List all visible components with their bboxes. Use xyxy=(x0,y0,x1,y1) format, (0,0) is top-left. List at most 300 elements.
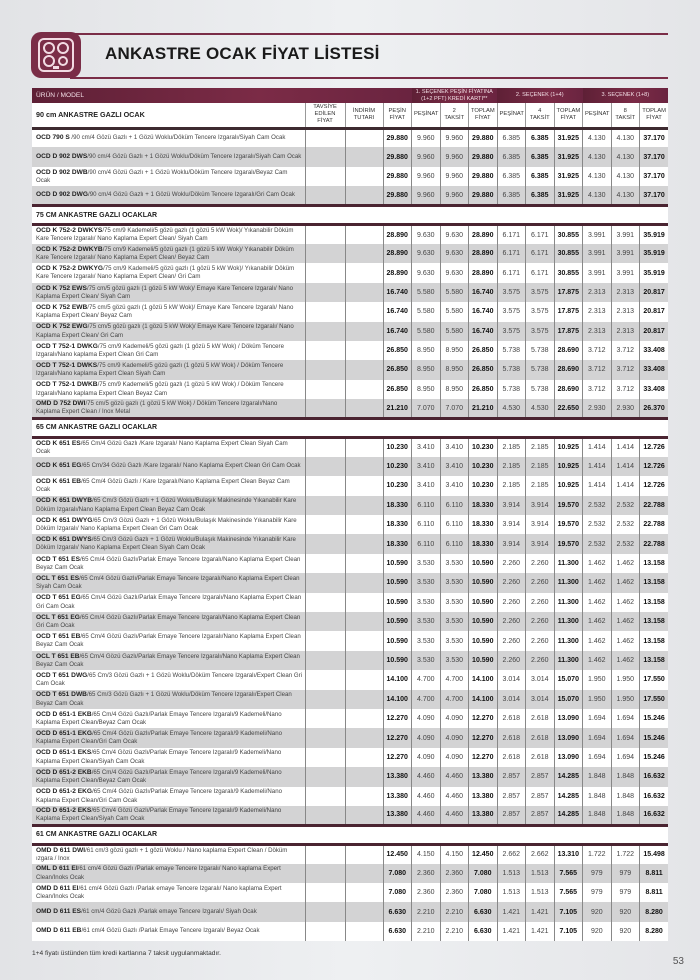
description-text: /65 Cm/4 Gözü Gazlı / Kare Izgaralı/Nano Kaplama Expert Clean Beyaz Cam Ocak xyxy=(36,478,290,494)
price-cell: 1.462 xyxy=(583,651,612,670)
price-cell: 17.875 xyxy=(554,322,583,341)
price-cell: 12.726 xyxy=(640,476,669,495)
price-table xyxy=(32,88,668,941)
indirim-cell xyxy=(345,883,383,902)
model-code: OCD T 752-1 DWKB xyxy=(36,381,98,389)
tavsiye-cell xyxy=(305,844,345,863)
price-cell: 14.100 xyxy=(469,690,498,709)
header-rule-bottom xyxy=(70,77,668,79)
price-cell: 28.890 xyxy=(469,244,498,263)
price-cell: 10.590 xyxy=(383,593,412,612)
price-cell: 13.158 xyxy=(640,573,669,592)
price-cell: 10.230 xyxy=(469,457,498,476)
price-cell: 6.385 xyxy=(497,128,526,147)
price-cell: 3.014 xyxy=(526,670,555,689)
indirim-cell xyxy=(345,554,383,573)
model-code: OCD 790 S xyxy=(36,134,70,142)
description-text: /65 Cm/4 Gözü Gazlı/Parlak Emaye Tencere Izgaralı/Nano Kaplama Expert Clean Beyaz Cam Ocak xyxy=(36,555,301,571)
price-cell: 2.618 xyxy=(526,728,555,747)
price-cell: 2.260 xyxy=(526,651,555,670)
price-cell: 4.130 xyxy=(611,147,640,166)
price-cell: 14.285 xyxy=(554,767,583,786)
price-cell: 14.100 xyxy=(383,670,412,689)
price-cell: 4.150 xyxy=(440,844,469,863)
model-code: OCD K 651 DWYB xyxy=(36,497,93,505)
price-cell: 28.890 xyxy=(469,263,498,282)
price-cell: 7.080 xyxy=(383,883,412,902)
price-cell: 3.014 xyxy=(497,690,526,709)
table-row xyxy=(32,612,668,631)
tavsiye-cell xyxy=(305,748,345,767)
price-cell: 12.270 xyxy=(383,748,412,767)
price-cell: 2.857 xyxy=(526,806,555,825)
section-header-row xyxy=(32,206,668,225)
model-code: OML D 611 EI xyxy=(36,865,78,873)
price-cell: 15.246 xyxy=(640,728,669,747)
price-cell: 29.880 xyxy=(383,147,412,166)
price-cell: 13.380 xyxy=(383,787,412,806)
price-cell: 1.950 xyxy=(611,670,640,689)
price-cell: 2.360 xyxy=(440,864,469,883)
product-description xyxy=(32,263,305,282)
product-description xyxy=(32,147,305,166)
price-cell: 6.385 xyxy=(526,147,555,166)
price-cell: 10.590 xyxy=(469,612,498,631)
table-row xyxy=(32,167,668,186)
product-description xyxy=(32,728,305,747)
indirim-cell xyxy=(345,534,383,553)
price-cell: 8.950 xyxy=(440,360,469,379)
price-cell: 4.130 xyxy=(583,167,612,186)
product-description xyxy=(32,709,305,728)
price-cell: 3.410 xyxy=(412,476,441,495)
tavsiye-cell xyxy=(305,787,345,806)
model-code: OCD K 651 ES xyxy=(36,439,81,447)
tavsiye-cell xyxy=(305,457,345,476)
model-code: OCL T 651 EB xyxy=(36,652,80,660)
tavsiye-cell xyxy=(305,573,345,592)
indirim-cell xyxy=(345,225,383,244)
price-cell: 10.925 xyxy=(554,457,583,476)
price-cell: 4.130 xyxy=(611,167,640,186)
col-toplam-1: TOPLAM FİYAT xyxy=(469,103,498,128)
product-description xyxy=(32,767,305,786)
price-cell: 37.170 xyxy=(640,128,669,147)
product-description xyxy=(32,360,305,379)
price-cell: 10.230 xyxy=(469,437,498,456)
table-header-groups xyxy=(32,88,668,103)
price-cell: 1.462 xyxy=(583,554,612,573)
description-text: /65 Cm/3 Gözü Gazlı + 1 Gözü Woklu/Döküm Tencere Izgaralı/Expert Clean Beyaz Cam Ocak xyxy=(36,691,292,707)
product-description xyxy=(32,670,305,689)
indirim-cell xyxy=(345,922,383,941)
product-description xyxy=(32,612,305,631)
description-text: /65 Cm/4 Gözü Gazlı/Parlak Emaye Tencere Izgaralı/9 Kademeli/Nano Kaplama Expert Clean/Gri Cam Ocak xyxy=(36,730,282,746)
table-row xyxy=(32,902,668,921)
price-cell: 5.580 xyxy=(440,302,469,321)
price-cell: 5.580 xyxy=(412,302,441,321)
price-cell: 979 xyxy=(583,883,612,902)
table-row xyxy=(32,322,668,341)
price-cell: 2.210 xyxy=(412,922,441,941)
price-cell: 7.070 xyxy=(440,399,469,418)
price-cell: 2.313 xyxy=(583,302,612,321)
product-description xyxy=(32,283,305,302)
price-cell: 1.414 xyxy=(583,437,612,456)
price-cell: 14.100 xyxy=(383,690,412,709)
price-cell: 1.950 xyxy=(583,670,612,689)
price-cell: 10.230 xyxy=(383,457,412,476)
description-text: /65 Cm/4 Gözü Gazlı/Parlak Emaye Tencere Izgaralı/9 Kademeli/Nano Kaplama Expert Clean/Siyah Cam Ocak xyxy=(36,749,282,765)
price-cell: 31.925 xyxy=(554,186,583,205)
tavsiye-cell xyxy=(305,709,345,728)
price-cell: 10.230 xyxy=(469,476,498,495)
price-cell: 1.421 xyxy=(497,922,526,941)
price-cell: 920 xyxy=(583,902,612,921)
model-code: OCD D 651-2 EKB xyxy=(36,768,92,776)
price-cell: 28.890 xyxy=(469,225,498,244)
price-cell: 3.914 xyxy=(526,534,555,553)
price-cell: 5.738 xyxy=(497,341,526,360)
price-cell: 28.890 xyxy=(383,263,412,282)
indirim-cell xyxy=(345,651,383,670)
price-cell: 9.630 xyxy=(440,225,469,244)
price-cell: 2.618 xyxy=(497,748,526,767)
price-cell: 15.246 xyxy=(640,709,669,728)
price-cell: 3.410 xyxy=(412,457,441,476)
price-cell: 920 xyxy=(611,922,640,941)
price-cell: 10.590 xyxy=(383,573,412,592)
product-description xyxy=(32,322,305,341)
price-cell: 2.532 xyxy=(583,534,612,553)
price-cell: 3.712 xyxy=(583,380,612,399)
price-cell: 17.550 xyxy=(640,670,669,689)
page-title: ANKASTRE OCAK FİYAT LİSTESİ xyxy=(105,44,380,63)
model-code: OCD T 651 EG xyxy=(36,594,81,602)
model-code: OCD D 902 DWG xyxy=(36,191,89,198)
tavsiye-cell xyxy=(305,341,345,360)
price-cell: 12.270 xyxy=(469,709,498,728)
price-cell: 29.880 xyxy=(383,186,412,205)
product-description xyxy=(32,922,305,941)
description-text: /65 Cm/4 Gözü Gazlı/Parlak Emaye Tencere Izgaralı/9 Kademeli/Nano Kaplama Expert Clean/Beyaz Cam Ocak xyxy=(36,710,282,726)
price-cell: 13.158 xyxy=(640,593,669,612)
product-description xyxy=(32,341,305,360)
indirim-cell xyxy=(345,631,383,650)
product-description xyxy=(32,515,305,534)
price-cell: 4.130 xyxy=(611,128,640,147)
price-cell: 3.530 xyxy=(440,631,469,650)
price-cell: 4.460 xyxy=(412,767,441,786)
tavsiye-cell xyxy=(305,593,345,612)
price-cell: 12.270 xyxy=(469,728,498,747)
price-cell: 11.300 xyxy=(554,554,583,573)
price-cell: 20.817 xyxy=(640,283,669,302)
price-cell: 4.530 xyxy=(526,399,555,418)
price-cell: 2.662 xyxy=(497,844,526,863)
table-row xyxy=(32,690,668,709)
price-cell: 2.313 xyxy=(611,283,640,302)
model-code: OCD D 651-2 EKG xyxy=(36,788,93,796)
table-row xyxy=(32,128,668,147)
table-row xyxy=(32,476,668,495)
price-cell: 2.185 xyxy=(526,457,555,476)
tavsiye-cell xyxy=(305,806,345,825)
model-code: OCD K 752-2 DWKYG xyxy=(36,265,104,273)
price-cell: 1.950 xyxy=(611,690,640,709)
header-rule-top xyxy=(70,33,668,35)
model-code: OCD K 651 DWYS xyxy=(36,536,92,544)
section-title: 90 cm ANKASTRE GAZLI OCAK xyxy=(32,103,305,128)
table-row xyxy=(32,670,668,689)
price-cell: 2.260 xyxy=(497,573,526,592)
price-cell: 6.385 xyxy=(497,186,526,205)
price-cell: 33.408 xyxy=(640,360,669,379)
price-cell: 16.740 xyxy=(383,302,412,321)
price-cell: 1.848 xyxy=(611,767,640,786)
price-cell: 26.850 xyxy=(469,341,498,360)
model-code: OCD D 651-1 EKB xyxy=(36,710,92,718)
price-cell: 1.462 xyxy=(583,593,612,612)
price-cell: 14.285 xyxy=(554,806,583,825)
model-code: OMD D 611 ES xyxy=(36,908,82,916)
price-cell: 11.300 xyxy=(554,651,583,670)
model-code: OCD K 752-2 DWKYB xyxy=(36,245,103,253)
price-cell: 37.170 xyxy=(640,147,669,166)
indirim-cell xyxy=(345,263,383,282)
price-cell: 4.530 xyxy=(497,399,526,418)
description-text: /75 cm/9 Kademeli/5 gözü gazlı (1 gözü 5 kW Wok)/ Yıkanabilir Döküm Kare Tencere Izgaralı/ Nano Kaplama Expert Clean/ Gri Cam xyxy=(36,265,295,281)
table-row xyxy=(32,864,668,883)
description-text: /75 cm/5 gözü gazlı (1 gözü 5 kW Wok)/ Emaye Kare Tencere Izgaralı/ Nano Kaplama Expert Clean/ Siyah Cam xyxy=(36,284,293,300)
description-text: /75 cm/9 Kademeli/5 gözü gazlı (1 gözü 5 kW Wok) / Döküm Tencere Izgaralı/Nano kaplama Expert Clean Siyah Cam xyxy=(36,362,284,378)
price-cell: 2.313 xyxy=(583,283,612,302)
price-cell: 18.330 xyxy=(469,515,498,534)
price-cell: 29.880 xyxy=(469,128,498,147)
price-cell: 3.914 xyxy=(497,534,526,553)
price-cell: 13.090 xyxy=(554,709,583,728)
product-description xyxy=(32,844,305,863)
price-cell: 9.960 xyxy=(440,128,469,147)
tavsiye-cell xyxy=(305,263,345,282)
col-pesinat-3: PEŞİNAT xyxy=(583,103,612,128)
indirim-cell xyxy=(345,573,383,592)
tavsiye-cell xyxy=(305,360,345,379)
description-text: /65 Cm/34 Gözü Gazlı /Kare Izgaralı/ Nano Kaplama Expert Clean Gri Cam Ocak xyxy=(81,462,301,470)
price-cell: 1.848 xyxy=(583,767,612,786)
table-body xyxy=(32,128,668,941)
price-cell: 9.630 xyxy=(440,263,469,282)
table-row xyxy=(32,573,668,592)
price-cell: 3.530 xyxy=(412,573,441,592)
price-cell: 10.590 xyxy=(469,631,498,650)
price-cell: 920 xyxy=(583,922,612,941)
price-cell: 1.848 xyxy=(611,787,640,806)
price-cell: 1.462 xyxy=(611,573,640,592)
price-cell: 4.150 xyxy=(412,844,441,863)
price-cell: 30.855 xyxy=(554,263,583,282)
price-cell: 1.421 xyxy=(497,902,526,921)
price-cell: 3.575 xyxy=(526,322,555,341)
price-cell: 4.700 xyxy=(412,670,441,689)
product-description xyxy=(32,167,305,186)
price-cell: 21.210 xyxy=(383,399,412,418)
price-cell: 6.110 xyxy=(412,515,441,534)
table-row xyxy=(32,593,668,612)
price-cell: 13.380 xyxy=(469,787,498,806)
price-cell: 3.530 xyxy=(412,631,441,650)
price-cell: 13.090 xyxy=(554,748,583,767)
price-cell: 15.246 xyxy=(640,748,669,767)
tavsiye-cell xyxy=(305,728,345,747)
table-row xyxy=(32,457,668,476)
price-cell: 1.421 xyxy=(526,922,555,941)
model-code: OCD D 651-1 EKG xyxy=(36,730,93,738)
price-cell: 4.460 xyxy=(440,806,469,825)
product-description xyxy=(32,128,305,147)
price-cell: 28.690 xyxy=(554,341,583,360)
price-cell: 26.850 xyxy=(383,341,412,360)
product-description xyxy=(32,437,305,456)
description-text: /61 cm/4 Gözü Gazlı /Parlak emaye Tencere Izgaralı/ Nano kaplama Expert Clean/Inoks Ocak xyxy=(36,865,281,881)
description-text: /75 cm/5 gözü gazlı (1 gözü 5 kW Wok) / Döküm Tencere Izgaralı/Nano Kaplama Expert Clean / Inox Metal xyxy=(36,400,278,416)
price-cell: 12.270 xyxy=(383,728,412,747)
col-pesin: PEŞİN FİYAT xyxy=(383,103,412,128)
tavsiye-cell xyxy=(305,922,345,941)
price-cell: 3.991 xyxy=(611,225,640,244)
price-cell: 6.110 xyxy=(440,496,469,515)
price-cell: 10.230 xyxy=(383,437,412,456)
price-cell: 10.925 xyxy=(554,476,583,495)
tavsiye-cell xyxy=(305,322,345,341)
table-row xyxy=(32,748,668,767)
table-row xyxy=(32,283,668,302)
tavsiye-cell xyxy=(305,554,345,573)
model-code: OMD D 611 DWI xyxy=(36,846,86,854)
model-code: OCD D 651-2 EKS xyxy=(36,806,92,814)
indirim-cell xyxy=(345,399,383,418)
price-cell: 35.919 xyxy=(640,263,669,282)
description-text: /75 cm/5 gözü gazlı (1 gözü 5 kW Wok)/ Emaye Kare Tencere Izgaralı/ Nano Kaplama Expert Clean/ Gri Cam xyxy=(36,323,294,339)
section-title: 61 CM ANKASTRE GAZLI OCAKLAR xyxy=(32,825,668,844)
description-text: /65 Cm/4 Gözü Gazlı/Parlak Emaye Tencere Izgaralı/Nano Kaplama Expert Clean Beyaz Cam Ocak xyxy=(36,652,300,668)
indirim-cell xyxy=(345,457,383,476)
price-cell: 2.313 xyxy=(611,302,640,321)
model-code: OCL T 651 ES xyxy=(36,574,80,582)
tavsiye-cell xyxy=(305,380,345,399)
tavsiye-cell xyxy=(305,534,345,553)
price-cell: 9.960 xyxy=(412,186,441,205)
product-description xyxy=(32,457,305,476)
price-cell: 4.130 xyxy=(611,186,640,205)
price-cell: 16.740 xyxy=(383,322,412,341)
table-row xyxy=(32,399,668,418)
indirim-cell xyxy=(345,709,383,728)
price-cell: 5.580 xyxy=(412,283,441,302)
price-cell: 3.530 xyxy=(412,593,441,612)
product-description xyxy=(32,573,305,592)
price-cell: 2.260 xyxy=(526,593,555,612)
price-cell: 16.632 xyxy=(640,787,669,806)
price-cell: 26.850 xyxy=(469,380,498,399)
price-cell: 4.090 xyxy=(412,728,441,747)
price-cell: 4.130 xyxy=(583,186,612,205)
price-cell: 8.950 xyxy=(412,360,441,379)
indirim-cell xyxy=(345,186,383,205)
model-code: OCD K 752-2 DWKYS xyxy=(36,227,103,235)
table-row xyxy=(32,341,668,360)
price-cell: 7.080 xyxy=(383,864,412,883)
price-cell: 11.300 xyxy=(554,573,583,592)
table-row xyxy=(32,302,668,321)
price-cell: 6.171 xyxy=(497,225,526,244)
price-cell: 13.158 xyxy=(640,651,669,670)
price-cell: 9.960 xyxy=(412,147,441,166)
price-cell: 20.817 xyxy=(640,302,669,321)
price-cell: 3.575 xyxy=(497,322,526,341)
price-cell: 15.498 xyxy=(640,844,669,863)
indirim-cell xyxy=(345,806,383,825)
price-cell: 2.185 xyxy=(497,457,526,476)
price-cell: 4.460 xyxy=(440,767,469,786)
tavsiye-cell xyxy=(305,147,345,166)
price-cell: 6.171 xyxy=(526,225,555,244)
option3-header: 3. SEÇENEK (1+8) xyxy=(583,88,669,103)
tavsiye-cell xyxy=(305,902,345,921)
price-cell: 1.414 xyxy=(583,457,612,476)
description-text: /61 cm/4 Gözü Gazlı /Parlak Emaye Tencere Izgaralı/ Beyaz Ocak xyxy=(81,927,260,935)
price-cell: 17.875 xyxy=(554,302,583,321)
price-cell: 37.170 xyxy=(640,186,669,205)
price-cell: 6.630 xyxy=(383,902,412,921)
tavsiye-cell xyxy=(305,883,345,902)
price-cell: 29.880 xyxy=(469,167,498,186)
price-cell: 22.788 xyxy=(640,515,669,534)
table-row xyxy=(32,380,668,399)
model-code: OCD D 902 DWB xyxy=(36,168,88,176)
price-cell: 1.414 xyxy=(583,476,612,495)
price-cell: 8.811 xyxy=(640,864,669,883)
price-cell: 2.930 xyxy=(583,399,612,418)
price-cell: 2.532 xyxy=(583,515,612,534)
price-cell: 979 xyxy=(583,864,612,883)
price-cell: 3.712 xyxy=(583,341,612,360)
price-cell: 4.700 xyxy=(412,690,441,709)
tavsiye-cell xyxy=(305,651,345,670)
price-cell: 12.270 xyxy=(383,709,412,728)
indirim-cell xyxy=(345,437,383,456)
description-text: /65 Cm/4 Gözü Gazlı/Parlak Emaye Tencere Izgaralı/9 Kademeli/Nano Kaplama Expert Clean/Beyaz Cam Ocak xyxy=(36,768,282,785)
price-cell: 1.848 xyxy=(583,806,612,825)
description-text: /90 cm/4 Gözü Gazlı + 1 Gözü Woklu/Döküm Tencere Izgaralı/Gri Cam Ocak xyxy=(88,191,295,198)
model-code: OCD K 752 EWS xyxy=(36,284,87,292)
price-cell: 1.848 xyxy=(583,787,612,806)
price-cell: 2.260 xyxy=(497,612,526,631)
price-cell: 5.580 xyxy=(440,322,469,341)
product-description xyxy=(32,534,305,553)
price-cell: 6.385 xyxy=(497,167,526,186)
price-cell: 2.857 xyxy=(497,787,526,806)
description-text: /65 Cm/3 Gözü Gazlı + 1 Gözü Woklu/Bulaşık Makinesinde Yıkanabilir Kare Döküm Izgaralı/Nano Kaplama Expert Clean Beyaz Cam Ocak xyxy=(36,497,297,513)
price-cell: 4.700 xyxy=(440,690,469,709)
price-cell: 18.330 xyxy=(383,496,412,515)
description-text: /75 cm/9 Kademeli/5 gözü gazlı (1 gözü 5 kW Wok)/ Yıkanabilir Döküm Kare Tencere Izgaralı/ Nano Kaplama Expert Clean/ Beyaz Cam xyxy=(36,245,294,261)
tavsiye-cell xyxy=(305,631,345,650)
description-text: /90 cm/4 Gözü Gazlı + 1 Gözü Woklu/Döküm Tencere Izgaralı/Siyah Cam Ocak xyxy=(69,134,286,142)
price-cell: 1.513 xyxy=(526,864,555,883)
col-toplam-2: TOPLAM FİYAT xyxy=(554,103,583,128)
price-cell: 3.991 xyxy=(611,244,640,263)
